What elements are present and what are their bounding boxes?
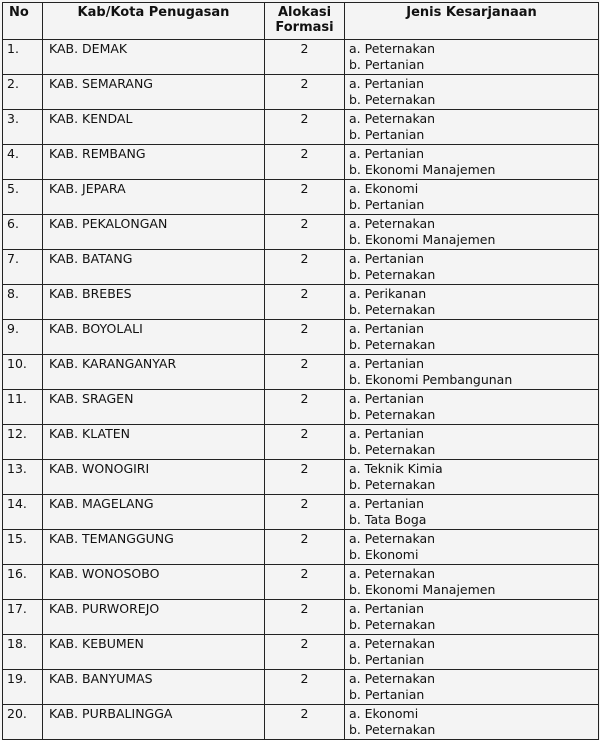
- cell-kab-kota: KAB. BREBES: [43, 285, 265, 320]
- cell-no: 11.: [3, 390, 43, 425]
- cell-no: 9.: [3, 320, 43, 355]
- cell-kab-kota: KAB. KLATEN: [43, 425, 265, 460]
- jenis-option-a: a. Pertanian: [349, 496, 425, 511]
- jenis-option-b: b. Peternakan: [349, 337, 436, 352]
- cell-kab-kota: KAB. WONOSOBO: [43, 565, 265, 600]
- cell-jenis-kesarjanaan: [345, 40, 599, 75]
- cell-alokasi: 2: [265, 565, 345, 600]
- table-body: [3, 40, 599, 740]
- jenis-option-b: b. Peternakan: [349, 442, 436, 457]
- cell-alokasi: 2: [265, 110, 345, 145]
- cell-alokasi: 2: [265, 320, 345, 355]
- header-jenis-kesarjanaan: Jenis Kesarjanaan: [345, 3, 599, 40]
- jenis-option-b: b. Peternakan: [349, 267, 436, 282]
- cell-jenis-kesarjanaan: [345, 600, 599, 635]
- cell-no: 7.: [3, 250, 43, 285]
- header-kab-kota: Kab/Kota Penugasan: [43, 3, 265, 40]
- cell-kab-kota: KAB. KEBUMEN: [43, 635, 265, 670]
- jenis-option-a: a. Teknik Kimia: [349, 461, 443, 476]
- table-row: [3, 215, 599, 250]
- cell-no: 13.: [3, 460, 43, 495]
- cell-jenis-kesarjanaan: [345, 110, 599, 145]
- cell-alokasi: 2: [265, 355, 345, 390]
- cell-alokasi: 2: [265, 390, 345, 425]
- jenis-option-b: b. Peternakan: [349, 617, 436, 632]
- cell-no: 3.: [3, 110, 43, 145]
- table-row: [3, 635, 599, 670]
- cell-jenis-kesarjanaan: [345, 530, 599, 565]
- cell-kab-kota: KAB. DEMAK: [43, 40, 265, 75]
- table-row: [3, 355, 599, 390]
- cell-no: 19.: [3, 670, 43, 705]
- jenis-option-b: b. Pertanian: [349, 197, 425, 212]
- header-alokasi-line2: Formasi: [275, 20, 334, 35]
- cell-no: 8.: [3, 285, 43, 320]
- cell-alokasi: 2: [265, 705, 345, 740]
- jenis-option-a: a. Pertanian: [349, 76, 425, 91]
- cell-alokasi: 2: [265, 635, 345, 670]
- cell-alokasi: 2: [265, 285, 345, 320]
- jenis-option-a: a. Pertanian: [349, 251, 425, 266]
- cell-no: 17.: [3, 600, 43, 635]
- cell-jenis-kesarjanaan: [345, 425, 599, 460]
- cell-kab-kota: KAB. TEMANGGUNG: [43, 530, 265, 565]
- cell-alokasi: 2: [265, 40, 345, 75]
- cell-jenis-kesarjanaan: [345, 250, 599, 285]
- cell-no: 18.: [3, 635, 43, 670]
- cell-no: 5.: [3, 180, 43, 215]
- jenis-option-b: b. Pertanian: [349, 687, 425, 702]
- cell-alokasi: 2: [265, 250, 345, 285]
- table-header-row: [3, 3, 599, 40]
- jenis-option-b: b. Peternakan: [349, 92, 436, 107]
- jenis-option-a: a. Ekonomi: [349, 706, 419, 721]
- cell-jenis-kesarjanaan: [345, 285, 599, 320]
- cell-jenis-kesarjanaan: [345, 495, 599, 530]
- jenis-option-a: a. Pertanian: [349, 426, 425, 441]
- cell-jenis-kesarjanaan: [345, 635, 599, 670]
- table-row: [3, 250, 599, 285]
- cell-jenis-kesarjanaan: [345, 75, 599, 110]
- cell-kab-kota: KAB. WONOGIRI: [43, 460, 265, 495]
- jenis-option-b: b. Ekonomi Manajemen: [349, 162, 496, 177]
- cell-no: 2.: [3, 75, 43, 110]
- cell-no: 6.: [3, 215, 43, 250]
- jenis-option-a: a. Pertanian: [349, 321, 425, 336]
- jenis-option-b: b. Pertanian: [349, 57, 425, 72]
- jenis-option-a: a. Peternakan: [349, 531, 436, 546]
- cell-jenis-kesarjanaan: [345, 215, 599, 250]
- table-row: [3, 705, 599, 740]
- jenis-option-b: b. Pertanian: [349, 127, 425, 142]
- cell-kab-kota: KAB. KENDAL: [43, 110, 265, 145]
- jenis-option-a: a. Perikanan: [349, 286, 427, 301]
- table-row: [3, 495, 599, 530]
- jenis-option-a: a. Pertanian: [349, 391, 425, 406]
- table-row: [3, 40, 599, 75]
- jenis-option-b: b. Peternakan: [349, 407, 436, 422]
- table-row: [3, 670, 599, 705]
- jenis-option-b: b. Ekonomi: [349, 547, 419, 562]
- jenis-option-b: b. Peternakan: [349, 722, 436, 737]
- cell-kab-kota: KAB. PURBALINGGA: [43, 705, 265, 740]
- jenis-option-b: b. Pertanian: [349, 652, 425, 667]
- cell-alokasi: 2: [265, 670, 345, 705]
- jenis-option-a: a. Peternakan: [349, 566, 436, 581]
- cell-jenis-kesarjanaan: [345, 460, 599, 495]
- table-row: [3, 390, 599, 425]
- table-row: [3, 565, 599, 600]
- cell-jenis-kesarjanaan: [345, 705, 599, 740]
- cell-no: 10.: [3, 355, 43, 390]
- cell-alokasi: 2: [265, 215, 345, 250]
- table-row: [3, 530, 599, 565]
- cell-kab-kota: KAB. JEPARA: [43, 180, 265, 215]
- cell-kab-kota: KAB. SEMARANG: [43, 75, 265, 110]
- table-row: [3, 600, 599, 635]
- jenis-option-a: a. Peternakan: [349, 671, 436, 686]
- cell-kab-kota: KAB. MAGELANG: [43, 495, 265, 530]
- cell-alokasi: 2: [265, 180, 345, 215]
- jenis-option-b: b. Peternakan: [349, 477, 436, 492]
- cell-no: 4.: [3, 145, 43, 180]
- jenis-option-a: a. Pertanian: [349, 356, 425, 371]
- cell-no: 15.: [3, 530, 43, 565]
- cell-alokasi: 2: [265, 530, 345, 565]
- cell-alokasi: 2: [265, 460, 345, 495]
- table-row: [3, 320, 599, 355]
- cell-kab-kota: KAB. BATANG: [43, 250, 265, 285]
- cell-no: 20.: [3, 705, 43, 740]
- cell-no: 14.: [3, 495, 43, 530]
- jenis-option-a: a. Ekonomi: [349, 181, 419, 196]
- jenis-option-a: a. Peternakan: [349, 41, 436, 56]
- jenis-option-a: a. Peternakan: [349, 216, 436, 231]
- header-no: No: [3, 3, 43, 40]
- cell-no: 1.: [3, 40, 43, 75]
- header-alokasi-formasi: [265, 3, 345, 40]
- cell-kab-kota: KAB. BANYUMAS: [43, 670, 265, 705]
- cell-kab-kota: KAB. PURWOREJO: [43, 600, 265, 635]
- jenis-option-b: b. Ekonomi Manajemen: [349, 232, 496, 247]
- cell-jenis-kesarjanaan: [345, 320, 599, 355]
- cell-kab-kota: KAB. BOYOLALI: [43, 320, 265, 355]
- table-row: [3, 110, 599, 145]
- cell-jenis-kesarjanaan: [345, 670, 599, 705]
- cell-kab-kota: KAB. REMBANG: [43, 145, 265, 180]
- jenis-option-a: a. Pertanian: [349, 601, 425, 616]
- cell-jenis-kesarjanaan: [345, 355, 599, 390]
- jenis-option-b: b. Ekonomi Manajemen: [349, 582, 496, 597]
- jenis-option-a: a. Peternakan: [349, 111, 436, 126]
- cell-alokasi: 2: [265, 145, 345, 180]
- jenis-option-b: b. Ekonomi Pembangunan: [349, 372, 513, 387]
- jenis-option-a: a. Pertanian: [349, 146, 425, 161]
- table-row: [3, 180, 599, 215]
- cell-alokasi: 2: [265, 600, 345, 635]
- header-alokasi-line1: Alokasi: [277, 5, 332, 20]
- cell-alokasi: 2: [265, 75, 345, 110]
- cell-no: 16.: [3, 565, 43, 600]
- cell-kab-kota: KAB. PEKALONGAN: [43, 215, 265, 250]
- jenis-option-b: b. Tata Boga: [349, 512, 427, 527]
- cell-kab-kota: KAB. SRAGEN: [43, 390, 265, 425]
- cell-jenis-kesarjanaan: [345, 145, 599, 180]
- jenis-option-b: b. Peternakan: [349, 302, 436, 317]
- cell-alokasi: 2: [265, 425, 345, 460]
- table-row: [3, 425, 599, 460]
- table-row: [3, 145, 599, 180]
- cell-no: 12.: [3, 425, 43, 460]
- formation-table: [2, 2, 599, 740]
- cell-jenis-kesarjanaan: [345, 565, 599, 600]
- table-row: [3, 460, 599, 495]
- cell-kab-kota: KAB. KARANGANYAR: [43, 355, 265, 390]
- cell-jenis-kesarjanaan: [345, 180, 599, 215]
- jenis-option-a: a. Peternakan: [349, 636, 436, 651]
- cell-jenis-kesarjanaan: [345, 390, 599, 425]
- table-row: [3, 75, 599, 110]
- table-row: [3, 285, 599, 320]
- cell-alokasi: 2: [265, 495, 345, 530]
